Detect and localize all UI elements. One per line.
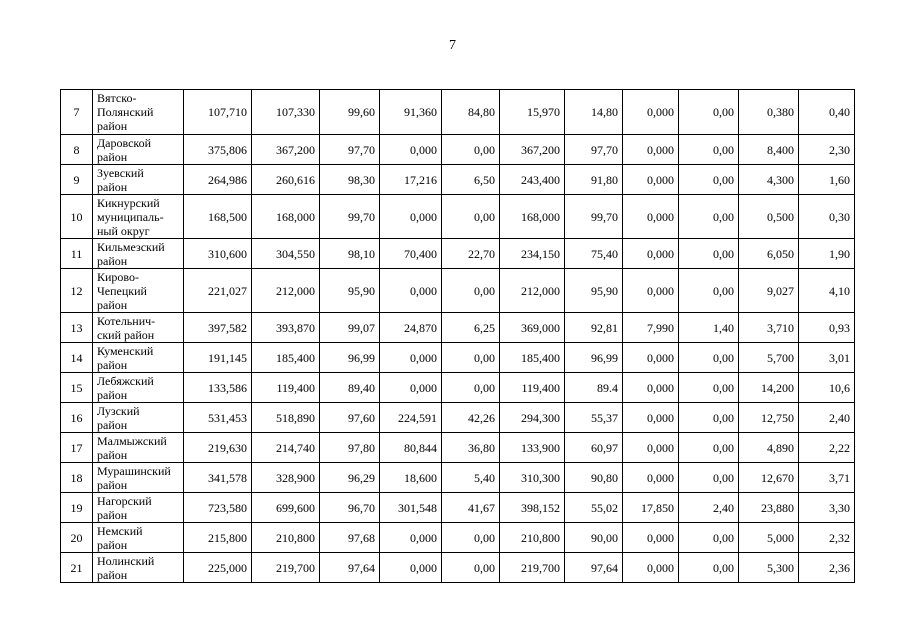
district-name-line: Котельнич- [97, 313, 156, 328]
value-cell: 4,890 [739, 433, 799, 463]
value-cell: 18,600 [380, 463, 442, 493]
district-name [93, 463, 184, 493]
value-cell: 0,000 [380, 553, 442, 583]
district-name [93, 239, 184, 269]
value-cell: 0,000 [380, 195, 442, 239]
page-number: 7 [449, 38, 456, 53]
value-cell: 60,97 [565, 433, 623, 463]
district-name-line: Мурашинский [97, 463, 171, 478]
district-name-line: район [97, 417, 128, 432]
value-cell: 96,99 [320, 343, 380, 373]
table-row [61, 553, 855, 583]
value-cell: 99,60 [320, 90, 380, 135]
value-cell: 22,70 [442, 239, 500, 269]
value-cell: 0,000 [623, 90, 679, 135]
value-cell: 70,400 [380, 239, 442, 269]
value-cell: 264,986 [184, 165, 252, 195]
row-number: 19 [61, 493, 93, 523]
district-name-line: Вятско- [97, 91, 137, 105]
value-cell: 518,890 [252, 403, 320, 433]
value-cell: 369,000 [500, 313, 565, 343]
district-name-line: Нолинский [97, 553, 155, 568]
district-name-line: район [97, 387, 128, 402]
district-name-line: район [97, 297, 128, 312]
district-name [93, 165, 184, 195]
value-cell: 14,200 [739, 373, 799, 403]
value-cell: 2,36 [799, 553, 855, 583]
value-cell: 3,01 [799, 343, 855, 373]
value-cell: 0,000 [623, 433, 679, 463]
district-name [93, 195, 184, 239]
district-name [93, 343, 184, 373]
value-cell: 6,050 [739, 239, 799, 269]
value-cell: 0,40 [799, 90, 855, 135]
value-cell: 89.4 [565, 373, 623, 403]
value-cell: 5,000 [739, 523, 799, 553]
value-cell: 294,300 [500, 403, 565, 433]
district-name [93, 90, 184, 135]
value-cell: 0,000 [623, 403, 679, 433]
value-cell: 225,000 [184, 553, 252, 583]
value-cell: 0,00 [679, 553, 739, 583]
district-name-line: Кикнурский [97, 195, 160, 210]
value-cell: 99,70 [565, 195, 623, 239]
row-number: 10 [61, 195, 93, 239]
value-cell: 119,400 [252, 373, 320, 403]
value-cell: 15,970 [500, 90, 565, 135]
value-cell: 9,027 [739, 269, 799, 313]
value-cell: 24,870 [380, 313, 442, 343]
district-name-line: район [97, 477, 128, 492]
value-cell: 0,00 [679, 433, 739, 463]
value-cell: 97,68 [320, 523, 380, 553]
value-cell: 219,630 [184, 433, 252, 463]
value-cell: 0,00 [442, 373, 500, 403]
district-name-line: Чепецкий [97, 283, 147, 298]
table-row [61, 269, 855, 313]
value-cell: 107,710 [184, 90, 252, 135]
district-name-line: Лебяжский [97, 373, 154, 388]
value-cell: 214,740 [252, 433, 320, 463]
value-cell: 212,000 [252, 269, 320, 313]
value-cell: 341,578 [184, 463, 252, 493]
value-cell: 17,216 [380, 165, 442, 195]
value-cell: 2,22 [799, 433, 855, 463]
value-cell: 0,00 [442, 135, 500, 165]
table-row [61, 239, 855, 269]
value-cell: 0,00 [679, 343, 739, 373]
value-cell: 99,07 [320, 313, 380, 343]
value-cell: 1,90 [799, 239, 855, 269]
value-cell: 0,00 [679, 269, 739, 313]
district-name-line: Кирово- [97, 269, 140, 284]
district-name-line: район [97, 537, 128, 552]
value-cell: 0,00 [442, 523, 500, 553]
value-cell: 0,000 [380, 135, 442, 165]
value-cell: 96,99 [565, 343, 623, 373]
value-cell: 12,750 [739, 403, 799, 433]
district-name-line: Даровской [97, 135, 152, 150]
district-name [93, 135, 184, 165]
value-cell: 41,67 [442, 493, 500, 523]
value-cell: 7,990 [623, 313, 679, 343]
value-cell: 91,80 [565, 165, 623, 195]
value-cell: 2,40 [799, 403, 855, 433]
value-cell: 0,00 [679, 239, 739, 269]
value-cell: 0,000 [623, 239, 679, 269]
value-cell: 97,64 [320, 553, 380, 583]
value-cell: 0,000 [380, 269, 442, 313]
district-name-line: Нагорский [97, 493, 152, 508]
value-cell: 310,300 [500, 463, 565, 493]
district-name-line: район [97, 149, 128, 164]
value-cell: 5,40 [442, 463, 500, 493]
value-cell: 0,00 [679, 463, 739, 493]
district-name [93, 313, 184, 343]
value-cell: 4,300 [739, 165, 799, 195]
value-cell: 55,02 [565, 493, 623, 523]
value-cell: 393,870 [252, 313, 320, 343]
value-cell: 310,600 [184, 239, 252, 269]
value-cell: 97,64 [565, 553, 623, 583]
value-cell: 133,586 [184, 373, 252, 403]
table-row [61, 195, 855, 239]
value-cell: 699,600 [252, 493, 320, 523]
value-cell: 367,200 [500, 135, 565, 165]
value-cell: 8,400 [739, 135, 799, 165]
value-cell: 10,6 [799, 373, 855, 403]
value-cell: 55,37 [565, 403, 623, 433]
value-cell: 304,550 [252, 239, 320, 269]
district-name-line: район [97, 507, 128, 522]
table-row [61, 135, 855, 165]
district-name-line: ный округ [97, 223, 150, 238]
value-cell: 375,806 [184, 135, 252, 165]
value-cell: 0,00 [442, 343, 500, 373]
value-cell: 0,000 [623, 343, 679, 373]
value-cell: 96,70 [320, 493, 380, 523]
value-cell: 0,00 [442, 195, 500, 239]
district-name-line: район [97, 357, 128, 372]
district-name [93, 553, 184, 583]
row-number: 9 [61, 165, 93, 195]
district-name [93, 403, 184, 433]
value-cell: 107,330 [252, 90, 320, 135]
value-cell: 0,00 [679, 90, 739, 135]
value-cell: 97,70 [320, 135, 380, 165]
value-cell: 96,29 [320, 463, 380, 493]
value-cell: 224,591 [380, 403, 442, 433]
value-cell: 91,360 [380, 90, 442, 135]
value-cell: 328,900 [252, 463, 320, 493]
value-cell: 90,00 [565, 523, 623, 553]
value-cell: 42,26 [442, 403, 500, 433]
value-cell: 210,800 [252, 523, 320, 553]
table-row [61, 313, 855, 343]
row-number: 8 [61, 135, 93, 165]
value-cell: 0,000 [623, 523, 679, 553]
value-cell: 89,40 [320, 373, 380, 403]
district-name-line: Лузский [97, 403, 140, 418]
district-name-line: муниципаль- [97, 209, 164, 224]
row-number: 16 [61, 403, 93, 433]
value-cell: 212,000 [500, 269, 565, 313]
value-cell: 97,80 [320, 433, 380, 463]
value-cell: 80,844 [380, 433, 442, 463]
value-cell: 0,00 [679, 523, 739, 553]
value-cell: 0,000 [380, 343, 442, 373]
value-cell: 398,152 [500, 493, 565, 523]
district-name [93, 433, 184, 463]
value-cell: 92,81 [565, 313, 623, 343]
value-cell: 0,000 [380, 523, 442, 553]
table-row [61, 373, 855, 403]
value-cell: 168,000 [500, 195, 565, 239]
row-number: 15 [61, 373, 93, 403]
row-number: 21 [61, 553, 93, 583]
value-cell: 210,800 [500, 523, 565, 553]
value-cell: 84,80 [442, 90, 500, 135]
value-cell: 14,80 [565, 90, 623, 135]
row-number: 7 [61, 90, 93, 135]
value-cell: 0,00 [679, 403, 739, 433]
value-cell: 397,582 [184, 313, 252, 343]
district-name-line: район [97, 447, 128, 462]
value-cell: 191,145 [184, 343, 252, 373]
value-cell: 0,00 [679, 195, 739, 239]
table-row [61, 343, 855, 373]
value-cell: 2,40 [679, 493, 739, 523]
value-cell: 260,616 [252, 165, 320, 195]
value-cell: 75,40 [565, 239, 623, 269]
value-cell: 1,60 [799, 165, 855, 195]
district-name-line: Малмыжский [97, 433, 167, 448]
district-name-line: Полянский [97, 105, 154, 119]
value-cell: 168,500 [184, 195, 252, 239]
district-name [93, 493, 184, 523]
value-cell: 0,000 [623, 165, 679, 195]
value-cell: 185,400 [252, 343, 320, 373]
value-cell: 23,880 [739, 493, 799, 523]
district-name-line: район [97, 119, 128, 133]
value-cell: 0,00 [442, 269, 500, 313]
value-cell: 0,00 [679, 373, 739, 403]
value-cell: 2,32 [799, 523, 855, 553]
value-cell: 4,10 [799, 269, 855, 313]
district-data-table [60, 89, 855, 583]
value-cell: 90,80 [565, 463, 623, 493]
value-cell: 0,000 [623, 195, 679, 239]
value-cell: 168,000 [252, 195, 320, 239]
value-cell: 221,027 [184, 269, 252, 313]
row-number: 14 [61, 343, 93, 373]
table-row [61, 165, 855, 195]
district-name-line: Немский [97, 523, 143, 538]
district-name-line: район [97, 253, 128, 268]
value-cell: 12,670 [739, 463, 799, 493]
district-name-line: Кильмезский [97, 239, 165, 254]
value-cell: 5,300 [739, 553, 799, 583]
district-name-line: ский район [97, 327, 155, 342]
district-name [93, 523, 184, 553]
value-cell: 99,70 [320, 195, 380, 239]
value-cell: 6,25 [442, 313, 500, 343]
district-name-line: район [97, 179, 128, 194]
value-cell: 95,90 [565, 269, 623, 313]
table-row [61, 523, 855, 553]
value-cell: 98,10 [320, 239, 380, 269]
district-name [93, 373, 184, 403]
row-number: 20 [61, 523, 93, 553]
district-name [93, 269, 184, 313]
value-cell: 219,700 [500, 553, 565, 583]
value-cell: 243,400 [500, 165, 565, 195]
value-cell: 97,60 [320, 403, 380, 433]
value-cell: 219,700 [252, 553, 320, 583]
value-cell: 98,30 [320, 165, 380, 195]
value-cell: 17,850 [623, 493, 679, 523]
value-cell: 0,000 [380, 373, 442, 403]
row-number: 11 [61, 239, 93, 269]
value-cell: 185,400 [500, 343, 565, 373]
value-cell: 367,200 [252, 135, 320, 165]
value-cell: 0,000 [623, 135, 679, 165]
value-cell: 97,70 [565, 135, 623, 165]
value-cell: 3,30 [799, 493, 855, 523]
value-cell: 0,30 [799, 195, 855, 239]
value-cell: 2,30 [799, 135, 855, 165]
row-number: 12 [61, 269, 93, 313]
row-number: 13 [61, 313, 93, 343]
district-name-line: Куменский [97, 343, 154, 358]
value-cell: 133,900 [500, 433, 565, 463]
table-row [61, 433, 855, 463]
value-cell: 119,400 [500, 373, 565, 403]
value-cell: 0,93 [799, 313, 855, 343]
district-name-line: Зуевский [97, 165, 144, 180]
table-row [61, 463, 855, 493]
value-cell: 215,800 [184, 523, 252, 553]
value-cell: 0,000 [623, 373, 679, 403]
table-row [61, 493, 855, 523]
value-cell: 723,580 [184, 493, 252, 523]
value-cell: 531,453 [184, 403, 252, 433]
district-name-line: район [97, 567, 128, 582]
value-cell: 301,548 [380, 493, 442, 523]
value-cell: 234,150 [500, 239, 565, 269]
value-cell: 0,000 [623, 463, 679, 493]
value-cell: 3,71 [799, 463, 855, 493]
value-cell: 6,50 [442, 165, 500, 195]
value-cell: 3,710 [739, 313, 799, 343]
value-cell: 36,80 [442, 433, 500, 463]
value-cell: 0,000 [623, 269, 679, 313]
value-cell: 0,380 [739, 90, 799, 135]
value-cell: 0,00 [442, 553, 500, 583]
value-cell: 0,500 [739, 195, 799, 239]
value-cell: 0,00 [679, 135, 739, 165]
value-cell: 1,40 [679, 313, 739, 343]
row-number: 17 [61, 433, 93, 463]
value-cell: 0,000 [623, 553, 679, 583]
value-cell: 0,00 [679, 165, 739, 195]
value-cell: 5,700 [739, 343, 799, 373]
table-row [61, 403, 855, 433]
row-number: 18 [61, 463, 93, 493]
value-cell: 95,90 [320, 269, 380, 313]
table-row [61, 90, 855, 135]
